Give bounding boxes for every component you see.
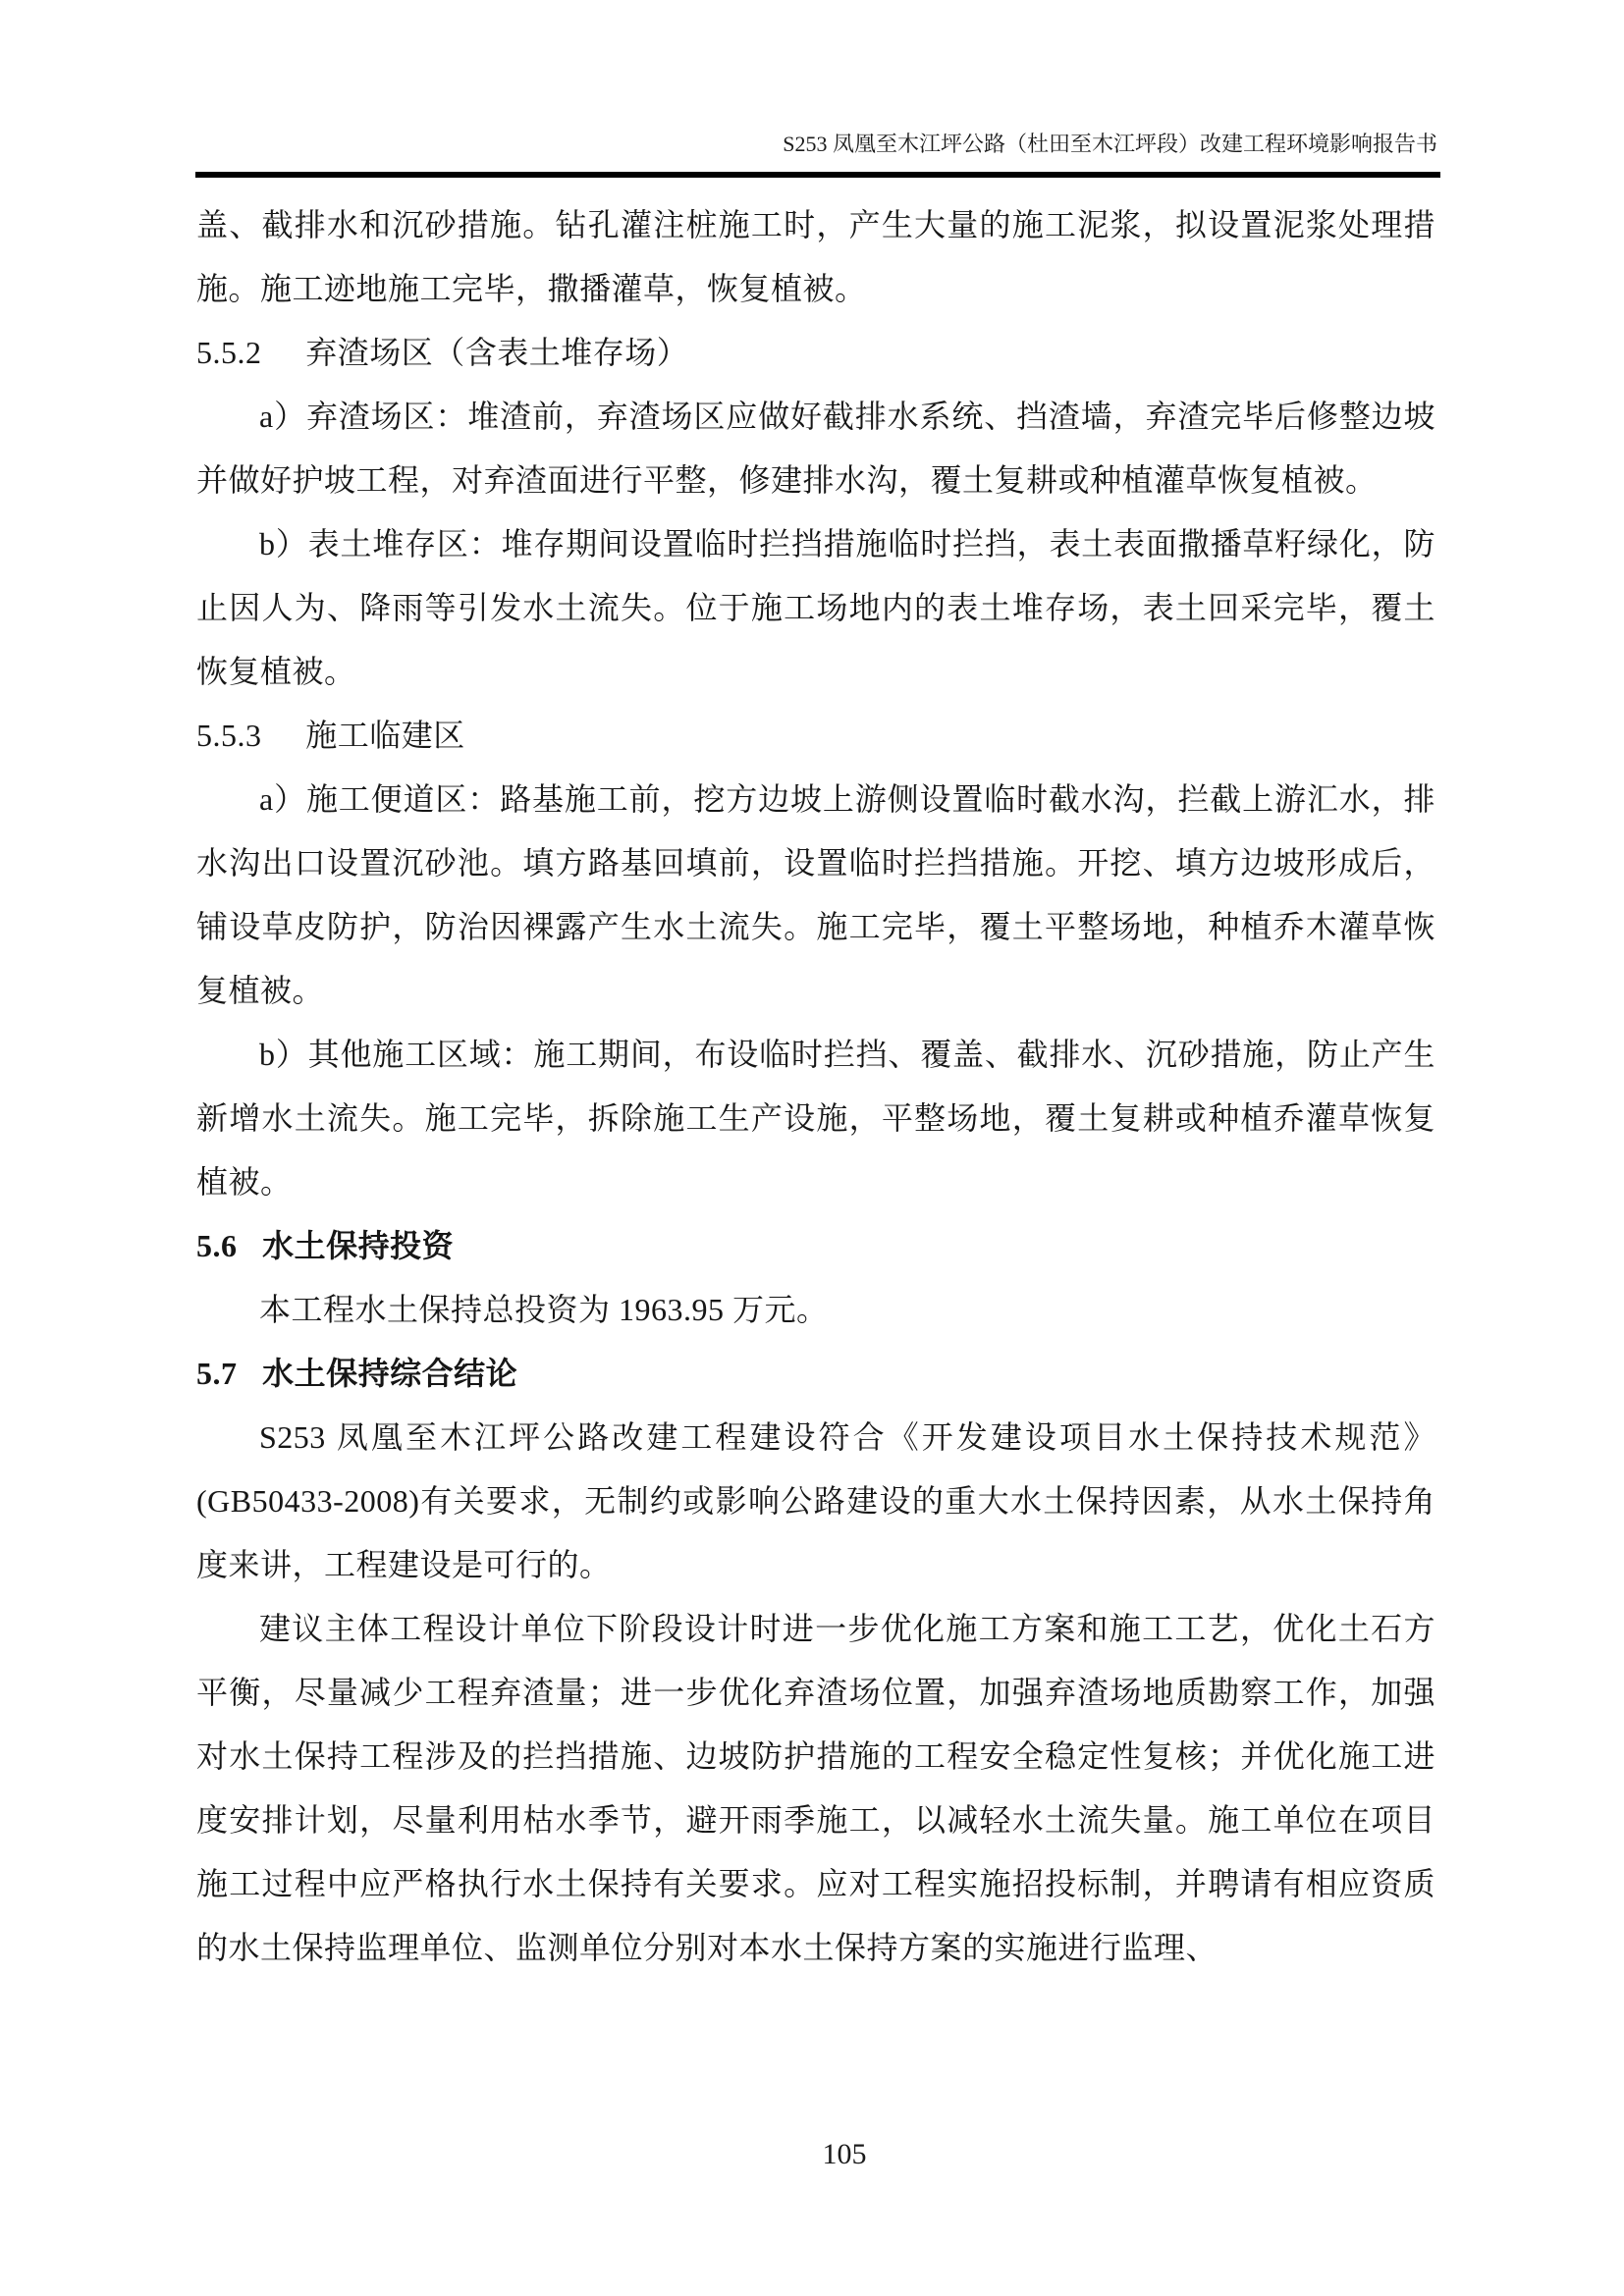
heading-5-5-2 bbox=[196, 321, 1435, 385]
paragraph-topsoil-area-b: b）表土堆存区：堆存期间设置临时拦挡措施临时拦挡，表土表面撒播草籽绿化，防止因人为、降雨等引发水土流失。位于施工场地内的表土堆存场，表土回采完毕，覆土恢复植被。 bbox=[196, 526, 1435, 689]
heading-title: 施工临建区 bbox=[305, 718, 465, 753]
heading-number: 5.6 bbox=[196, 1228, 238, 1263]
paragraph-spoil-area-a: a）弃渣场区：堆渣前，弃渣场区应做好截排水系统、挡渣墙，弃渣完毕后修整边坡并做好护坡工程，对弃渣面进行平整，修建排水沟，覆土复耕或种植灌草恢复植被。 bbox=[196, 399, 1435, 498]
heading-number: 5.5.2 bbox=[196, 335, 262, 370]
document-body bbox=[196, 193, 1435, 1980]
paragraph-conclusion-feasible: S253 凤凰至木江坪公路改建工程建设符合《开发建设项目水土保持技术规范》(GB50433-2008)有关要求，无制约或影响公路建设的重大水土保持因素，从水土保持角度来讲，工程建设是可行的。 bbox=[196, 1419, 1435, 1582]
heading-number: 5.7 bbox=[196, 1356, 238, 1391]
page-header-title: S253 凤凰至木江坪公路（杜田至木江坪段）改建工程环境影响报告书 bbox=[783, 132, 1437, 156]
heading-title: 水土保持投资 bbox=[262, 1228, 455, 1263]
paragraph-investment-total: 本工程水土保持总投资为 1963.95 万元。 bbox=[259, 1292, 829, 1327]
heading-title: 水土保持综合结论 bbox=[262, 1356, 518, 1391]
paragraph-access-road-a: a）施工便道区：路基施工前，挖方边坡上游侧设置临时截水沟，拦截上游汇水，排水沟出口设置沉砂池。填方路基回填前，设置临时拦挡措施。开挖、填方边坡形成后，铺设草皮防护，防治因裸露产生水土流失。施工完毕，覆土平整场地，种植乔木灌草恢复植被。 bbox=[196, 781, 1435, 1008]
heading-5-5-3 bbox=[196, 704, 1435, 768]
heading-5-7 bbox=[196, 1342, 1435, 1406]
heading-number: 5.5.3 bbox=[196, 718, 262, 753]
heading-5-6 bbox=[196, 1214, 1435, 1278]
paragraph-recommendations: 建议主体工程设计单位下阶段设计时进一步优化施工方案和施工工艺，优化土石方平衡，尽量减少工程弃渣量；进一步优化弃渣场位置，加强弃渣场地质勘察工作，加强对水土保持工程涉及的拦挡措施、边坡防护措施的工程安全稳定性复核；并优化施工进度安排计划，尽量利用枯水季节，避开雨季施工，以减轻水土流失量。施工单位在项目施工过程中应严格执行水土保持有关要求。应对工程实施招投标制，并聘请有相应资质的水土保持监理单位、监测单位分别对本水土保持方案的实施进行监理、 bbox=[196, 1611, 1435, 1965]
paragraph-mud-treatment: 盖、截排水和沉砂措施。钻孔灌注桩施工时，产生大量的施工泥浆，拟设置泥浆处理措施。施工迹地施工完毕，撒播灌草，恢复植被。 bbox=[196, 207, 1435, 306]
paragraph-other-construction-b: b）其他施工区域：施工期间，布设临时拦挡、覆盖、截排水、沉砂措施，防止产生新增水土流失。施工完毕，拆除施工生产设施，平整场地，覆土复耕或种植乔灌草恢复植被。 bbox=[196, 1037, 1435, 1200]
header-divider-rule bbox=[195, 172, 1440, 178]
page-number: 105 bbox=[822, 2138, 867, 2170]
heading-title: 弃渣场区（含表土堆存场） bbox=[305, 335, 689, 370]
